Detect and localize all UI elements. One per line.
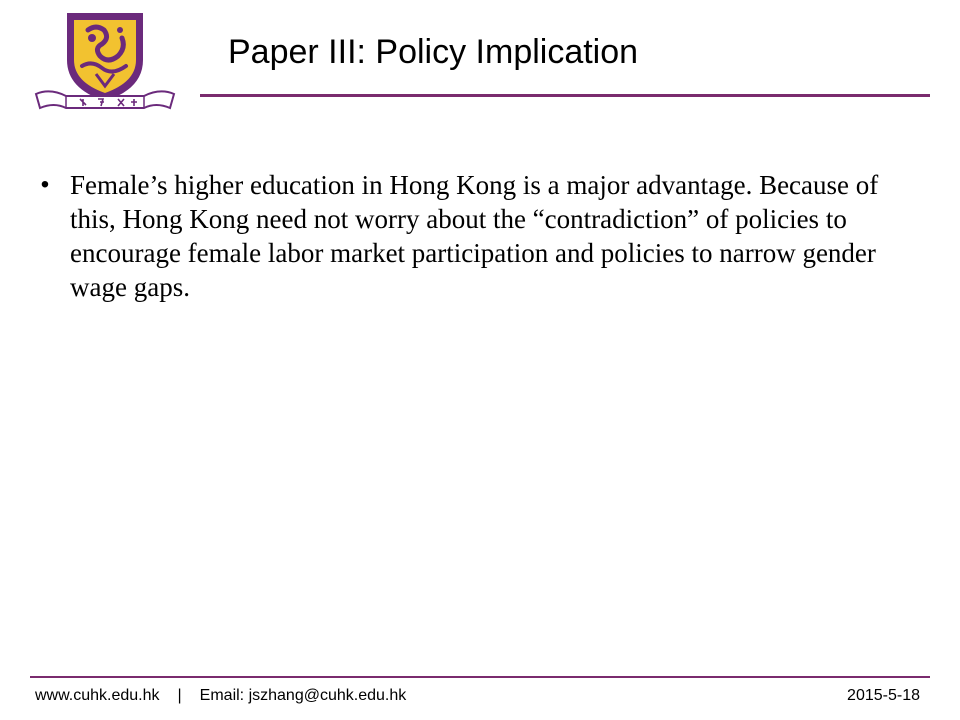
slide-body bbox=[30, 168, 910, 304]
footer-email[interactable]: Email: jszhang@cuhk.edu.hk bbox=[199, 687, 407, 704]
bullet-item bbox=[30, 168, 910, 304]
university-crest-icon bbox=[30, 8, 180, 114]
title-divider bbox=[200, 94, 930, 97]
footer-date: 2015-5-18 bbox=[847, 687, 920, 704]
bullet-text: Female’s higher education in Hong Kong is a major advantage. Because of this, Hong Kong need not worry about the “contradiction” of policies to encourage female labor market participation and policies to narrow gender wage gaps. bbox=[70, 170, 879, 302]
footer-website-link[interactable]: www.cuhk.edu.hk bbox=[35, 687, 160, 704]
slide-title: Paper III: Policy Implication bbox=[228, 33, 639, 71]
footer-contact bbox=[35, 686, 406, 706]
bullet-icon: • bbox=[40, 171, 50, 198]
footer-divider bbox=[30, 676, 930, 678]
footer-separator: | bbox=[177, 687, 182, 704]
